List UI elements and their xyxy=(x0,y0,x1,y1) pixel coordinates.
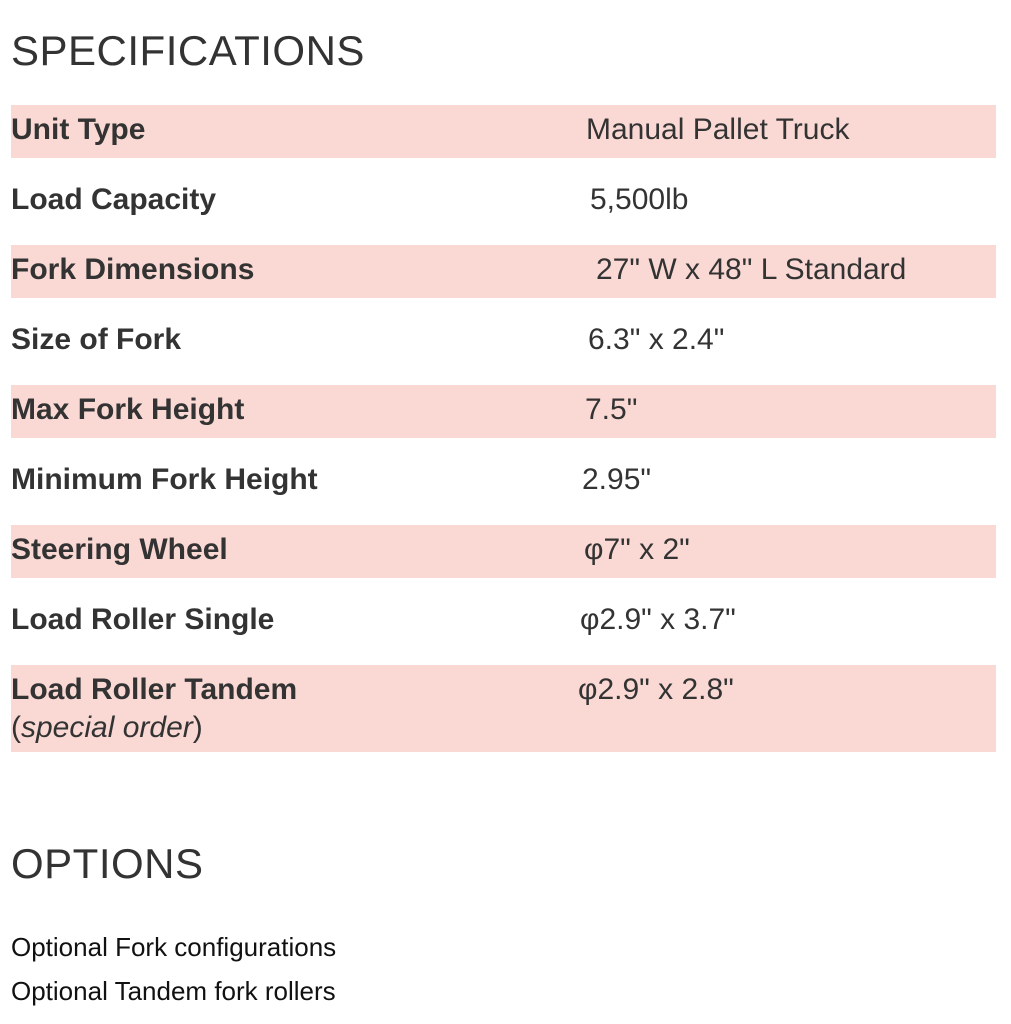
spec-label: Load Capacity xyxy=(11,183,217,216)
spec-label: Minimum Fork Height xyxy=(11,463,318,496)
spec-row-steering-wheel xyxy=(11,525,996,578)
spec-value: Manual Pallet Truck xyxy=(586,113,850,146)
spec-value: φ2.9" x 3.7" xyxy=(580,603,736,636)
spec-label: Unit Type xyxy=(11,113,146,146)
spec-note-italic: special order xyxy=(21,711,193,744)
spec-note: (special order) xyxy=(11,711,203,744)
spec-value: φ2.9" x 2.8" xyxy=(578,673,734,706)
spec-value: 5,500lb xyxy=(590,183,689,216)
spec-label: Fork Dimensions xyxy=(11,253,255,286)
option-item: Optional Fork configurations xyxy=(11,932,337,962)
spec-value: 2.95" xyxy=(582,463,652,496)
options-heading: OPTIONS xyxy=(11,840,204,887)
spec-row-max-fork-height xyxy=(11,385,996,438)
specifications-heading: SPECIFICATIONS xyxy=(11,27,365,74)
spec-row-load-capacity xyxy=(11,175,996,228)
spec-value: φ7" x 2" xyxy=(584,533,690,566)
spec-row-minimum-fork-height xyxy=(11,455,996,508)
spec-row-load-roller-single xyxy=(11,595,996,648)
spec-row-unit-type xyxy=(11,105,996,158)
spec-label: Load Roller Tandem xyxy=(11,673,298,706)
spec-row-fork-dimensions xyxy=(11,245,996,298)
spec-value: 7.5" xyxy=(585,393,638,426)
spec-label: Max Fork Height xyxy=(11,393,245,426)
spec-value: 27" W x 48" L Standard xyxy=(596,253,907,286)
spec-row-load-roller-tandem xyxy=(11,665,996,752)
spec-label: Steering Wheel xyxy=(11,533,228,566)
spec-value: 6.3" x 2.4" xyxy=(588,323,725,356)
specifications-table xyxy=(11,105,996,752)
spec-label: Load Roller Single xyxy=(11,603,275,636)
options-list xyxy=(11,925,336,1013)
spec-row-size-of-fork xyxy=(11,315,996,368)
option-item: Optional Tandem fork rollers xyxy=(11,976,336,1006)
spec-label: Size of Fork xyxy=(11,323,182,356)
